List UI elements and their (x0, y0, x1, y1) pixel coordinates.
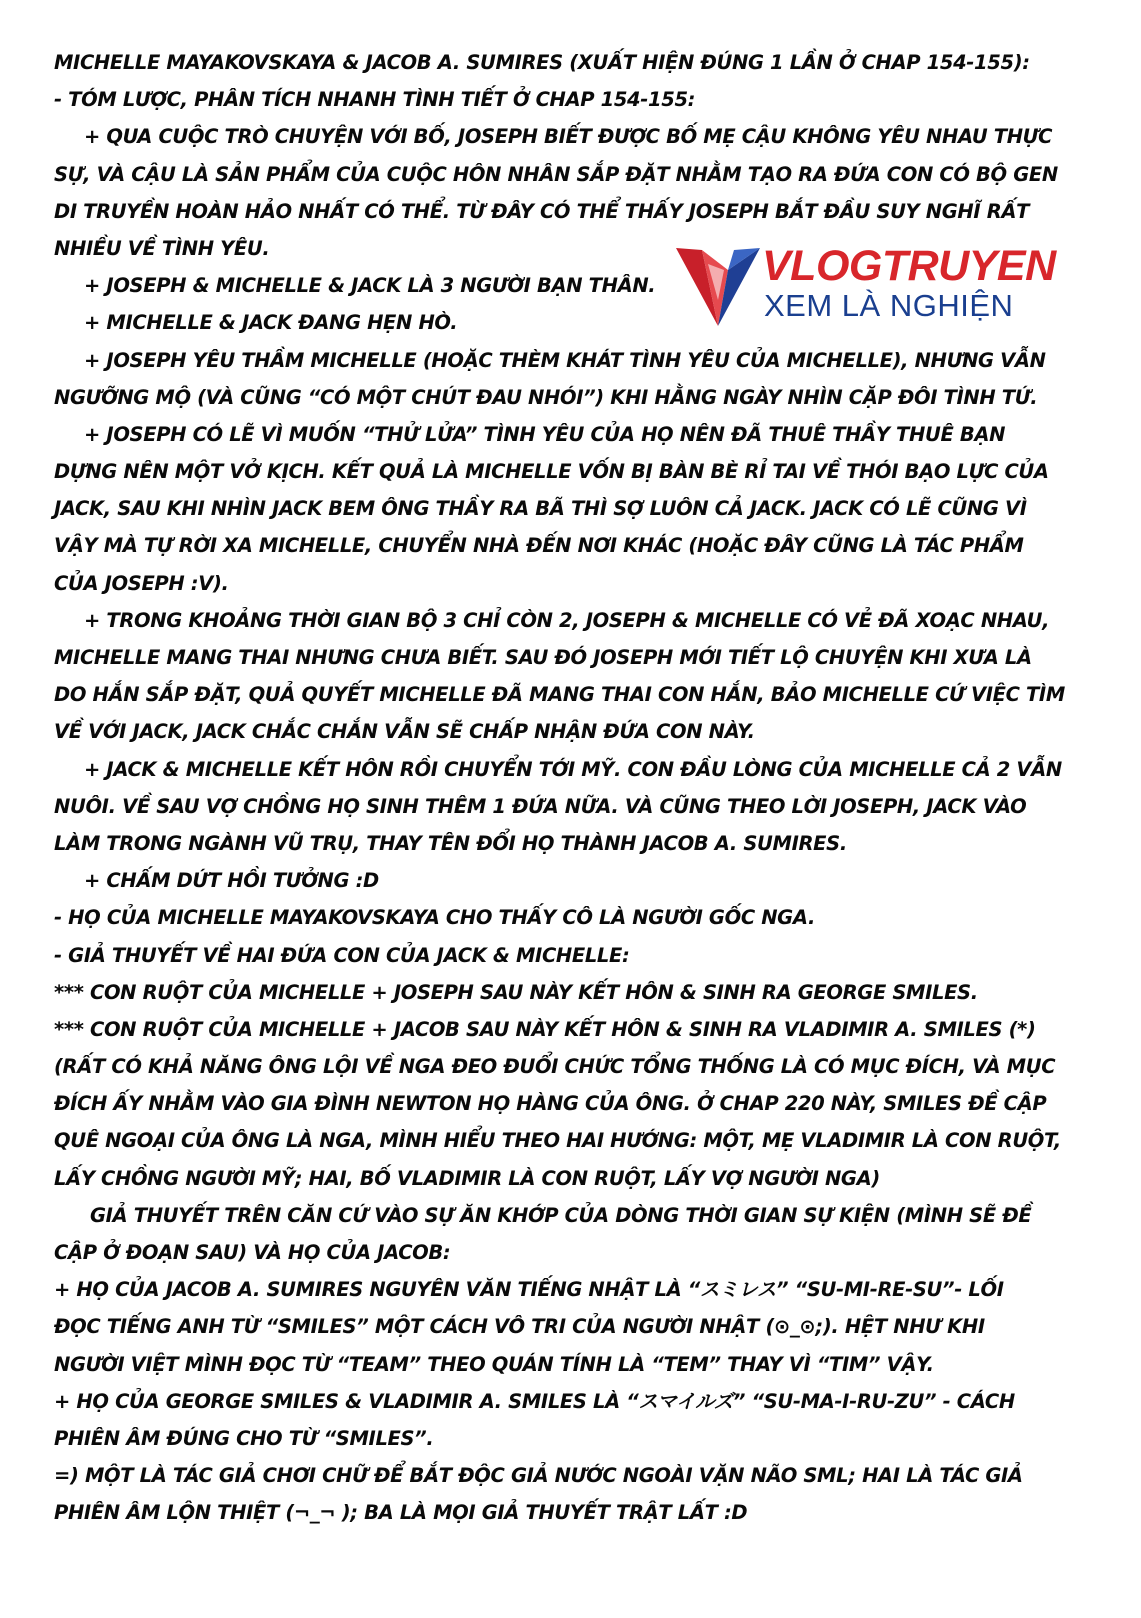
text-line: NGƯỠNG MỘ (VÀ CŨNG “CÓ MỘT CHÚT ĐAU NHÓI”) KHI HẰNG NGÀY NHÌN CẶP ĐÔI TÌNH TỨ. (54, 385, 1038, 409)
v-shield-icon (672, 240, 764, 332)
logo-title: VLOGTRUYEN (762, 242, 1056, 290)
text-line: DỰNG NÊN MỘT VỞ KỊCH. KẾT QUẢ LÀ MICHELLE VỐN BỊ BÀN BÈ RỈ TAI VỀ THÓI BẠO LỰC CỦA (54, 460, 1049, 484)
text-line: VỀ VỚI JACK, JACK CHẮC CHẮN VẪN SẼ CHẤP NHẬN ĐỨA CON NÀY. (54, 720, 755, 744)
text-line: SỰ, VÀ CẬU LÀ SẢN PHẨM CỦA CUỘC HÔN NHÂN SẮP ĐẶT NHẰM TẠO RA ĐỨA CON CÓ BỘ GEN (54, 162, 1058, 186)
text-line: + TRONG KHOẢNG THỜI GIAN BỘ 3 CHỈ CÒN 2, JOSEPH & MICHELLE CÓ VẺ ĐÃ XOẠC NHAU, (84, 608, 1050, 632)
text-line: VẬY MÀ TỰ RỜI XA MICHELLE, CHUYỂN NHÀ ĐẾN NƠI KHÁC (HOẶC ĐÂY CŨNG LÀ TÁC PHẨM (54, 534, 1024, 558)
text-line: QUÊ NGOẠI CỦA ÔNG LÀ NGA, MÌNH HIỂU THEO HAI HƯỚNG: MỘT, MẸ VLADIMIR LÀ CON RUỘT, (54, 1129, 1061, 1153)
text-line: + HỌ CỦA JACOB A. SUMIRES NGUYÊN VĂN TIẾNG NHẬT LÀ “スミレス” “SU-MI-RE-SU”- LỐI (54, 1278, 1004, 1302)
text-line: NUÔI. VỀ SAU VỢ CHỒNG HỌ SINH THÊM 1 ĐỨA NỮA. VÀ CŨNG THEO LỜI JOSEPH, JACK VÀO (54, 794, 1027, 818)
vlogtruyen-logo (672, 240, 1082, 332)
text-line: NHIỀU VỀ TÌNH YÊU. (54, 236, 270, 260)
text-line: + CHẤM DỨT HỒI TƯỞNG :D (84, 869, 379, 893)
text-line: PHIÊN ÂM ĐÚNG CHO TỪ “SMILES”. (54, 1426, 434, 1450)
text-line: + JOSEPH & MICHELLE & JACK LÀ 3 NGƯỜI BẠN THÂN. (84, 274, 656, 298)
text-line: JACK, SAU KHI NHÌN JACK BEM ÔNG THẦY RA BÃ THÌ SỢ LUÔN CẢ JACK. JACK CÓ LẼ CŨNG VÌ (54, 497, 1027, 521)
text-line: - GIẢ THUYẾT VỀ HAI ĐỨA CON CỦA JACK & MICHELLE: (54, 943, 630, 967)
text-line: PHIÊN ÂM LỘN THIỆT (¬_¬ ); BA LÀ MỌI GIẢ THUYẾT TRẬT LẤT :D (54, 1501, 748, 1525)
text-line: ĐỌC TIẾNG ANH TỪ “SMILES” MỘT CÁCH VÔ TRI CỦA NGƯỜI NHẬT (⊙_⊙;). HỆT NHƯ KHI (54, 1315, 985, 1339)
text-line: + JOSEPH YÊU THẦM MICHELLE (HOẶC THÈM KHÁT TÌNH YÊU CỦA MICHELLE), NHƯNG VẪN (84, 348, 1046, 372)
text-line: MICHELLE MANG THAI NHƯNG CHƯA BIẾT. SAU ĐÓ JOSEPH MỚI TIẾT LỘ CHUYỆN KHI XƯA LÀ (54, 646, 1032, 669)
text-line: DI TRUYỀN HOÀN HẢO NHẤT CÓ THỂ. TỪ ĐÂY CÓ THỂ THẤY JOSEPH BẮT ĐẦU SUY NGHĨ RẤT (54, 199, 1030, 223)
text-line: ĐÍCH ẤY NHẰM VÀO GIA ĐÌNH NEWTON HỌ HÀNG CỦA ÔNG. Ở CHAP 220 NÀY, SMILES ĐỀ CẬP (54, 1092, 1047, 1116)
text-line: - TÓM LƯỢC, PHÂN TÍCH NHANH TÌNH TIẾT Ở CHAP 154-155: (54, 88, 696, 112)
text-line: *** CON RUỘT CỦA MICHELLE + JOSEPH SAU NÀY KẾT HÔN & SINH RA GEORGE SMILES. (54, 980, 978, 1004)
heading-line: MICHELLE MAYAKOVSKAYA & JACOB A. SUMIRES (XUẤT HIỆN ĐÚNG 1 LẦN Ở CHAP 154-155): (54, 51, 1030, 74)
text-line: + HỌ CỦA GEORGE SMILES & VLADIMIR A. SMILES LÀ “スマイルズ” “SU-MA-I-RU-ZU” - CÁCH (54, 1389, 1015, 1413)
logo-subtitle: XEM LÀ NGHIỆN (764, 288, 1014, 323)
text-line: CỦA JOSEPH :V). (54, 571, 229, 595)
text-line: + QUA CUỘC TRÒ CHUYỆN VỚI BỐ, JOSEPH BIẾT ĐƯỢC BỐ MẸ CẬU KHÔNG YÊU NHAU THỰC (84, 125, 1053, 149)
text-line: CẬP Ở ĐOẠN SAU) VÀ HỌ CỦA JACOB: (54, 1241, 451, 1264)
text-line: GIẢ THUYẾT TRÊN CĂN CỨ VÀO SỰ ĂN KHỚP CỦA DÒNG THỜI GIAN SỰ KIỆN (MÌNH SẼ ĐỀ (90, 1203, 1032, 1227)
text-line: NGƯỜI VIỆT MÌNH ĐỌC TỪ “TEAM” THEO QUÁN TÍNH LÀ “TEM” THAY VÌ “TIM” VẬY. (54, 1352, 934, 1376)
text-line: + JACK & MICHELLE KẾT HÔN RỒI CHUYỂN TỚI MỸ. CON ĐẦU LÒNG CỦA MICHELLE CẢ 2 VẪN (84, 757, 1062, 781)
text-line: + JOSEPH CÓ LẼ VÌ MUỐN “THỬ LỬA” TÌNH YÊU CỦA HỌ NÊN ĐÃ THUÊ THẦY THUÊ BẠN (84, 422, 1006, 446)
text-line: - HỌ CỦA MICHELLE MAYAKOVSKAYA CHO THẤY CÔ LÀ NGƯỜI GỐC NGA. (54, 906, 816, 930)
text-line: LÀM TRONG NGÀNH VŨ TRỤ, THAY TÊN ĐỔI HỌ THÀNH JACOB A. SUMIRES. (54, 831, 847, 855)
text-line: *** CON RUỘT CỦA MICHELLE + JACOB SAU NÀY KẾT HÔN & SINH RA VLADIMIR A. SMILES (*) (54, 1017, 1036, 1041)
text-line: + MICHELLE & JACK ĐANG HẸN HÒ. (84, 311, 458, 335)
text-line: DO HẮN SẮP ĐẶT, QUẢ QUYẾT MICHELLE ĐÃ MANG THAI CON HẮN, BẢO MICHELLE CỨ VIỆC TÌM (54, 683, 1065, 707)
text-line: =) MỘT LÀ TÁC GIẢ CHƠI CHỮ ĐỂ BẮT ĐỘC GIẢ NƯỚC NGOÀI VẶN NÃO SML; HAI LÀ TÁC GIẢ (54, 1464, 1023, 1488)
text-line: LẤY CHỒNG NGƯỜI MỸ; HAI, BỐ VLADIMIR LÀ CON RUỘT, LẤY VỢ NGƯỜI NGA) (54, 1166, 880, 1190)
text-line: (RẤT CÓ KHẢ NĂNG ÔNG LỘI VỀ NGA ĐEO ĐUỔI CHỨC TỔNG THỐNG LÀ CÓ MỤC ĐÍCH, VÀ MỤC (54, 1055, 1056, 1079)
